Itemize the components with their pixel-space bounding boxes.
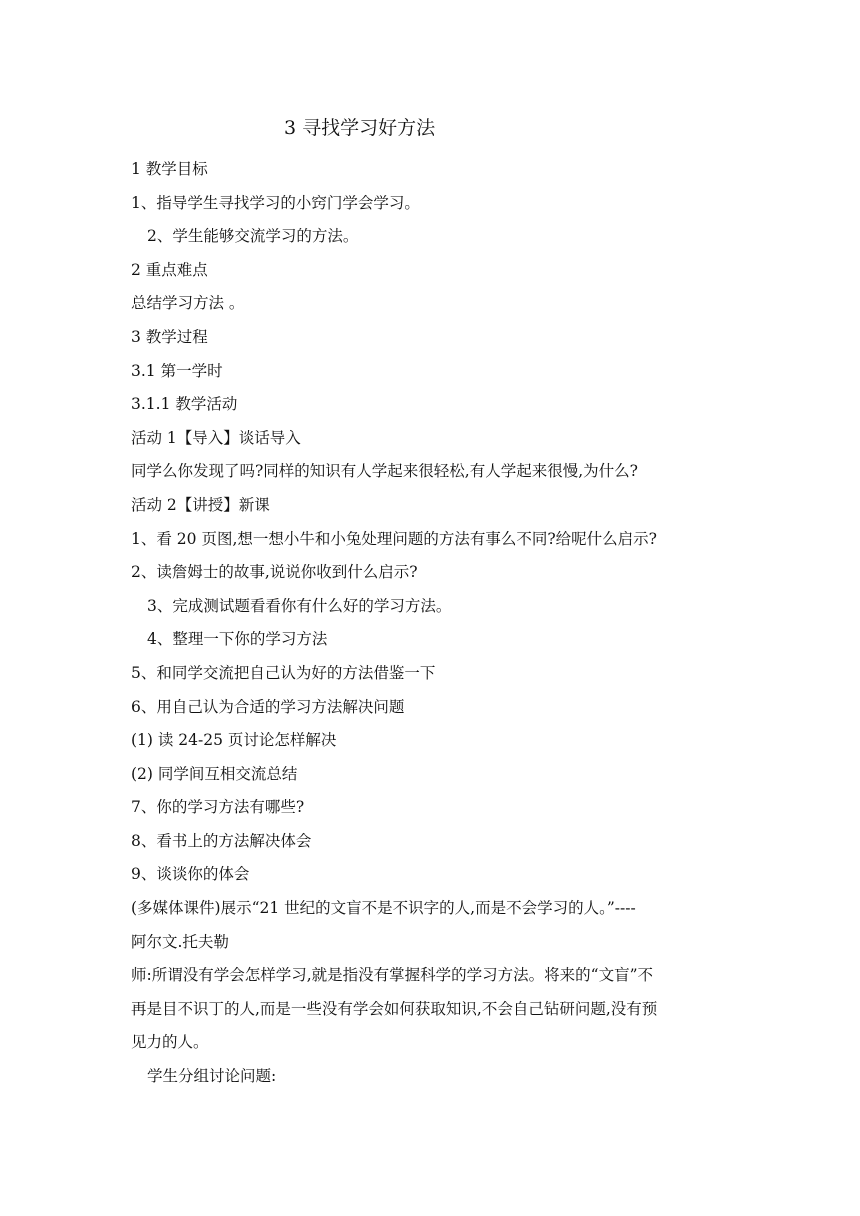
text-line: 3.1 第一学时: [131, 361, 223, 380]
text-line: 9、谈谈你的体会: [131, 865, 250, 884]
text-line: 学生分组讨论问题:: [147, 1067, 277, 1086]
text-line: 再是目不识丁的人,而是一些没有学会如何获取知识,不会自己钻研问题,没有预: [131, 999, 658, 1018]
text-line: (1) 读 24-25 页讨论怎样解决: [131, 731, 337, 750]
text-line: 3 教学过程: [131, 327, 208, 346]
document-body: [131, 153, 741, 1094]
text-line: 总结学习方法 。: [131, 294, 245, 313]
text-line: 活动 2【讲授】新课: [131, 495, 270, 514]
text-line: 5、和同学交流把自己认为好的方法借鉴一下: [131, 663, 436, 682]
text-line: (2) 同学间互相交流总结: [131, 764, 298, 783]
text-line: 3.1.1 教学活动: [131, 395, 238, 414]
text-line: 7、你的学习方法有哪些?: [131, 798, 305, 817]
text-line: 8、看书上的方法解决体会: [131, 831, 312, 850]
text-line: 同学么你发现了吗?同样的知识有人学起来很轻松,有人学起来很慢,为什么?: [131, 462, 638, 481]
text-line: 2 重点难点: [131, 260, 208, 279]
text-line: 6、用自己认为合适的学习方法解决问题: [131, 697, 405, 716]
text-line: 4、整理一下你的学习方法: [147, 630, 328, 649]
text-line: 2、读詹姆士的故事,说说你收到什么启示?: [131, 563, 418, 582]
text-line: 阿尔文.托夫勒: [131, 932, 229, 951]
text-line: 1、看 20 页图,想一想小牛和小兔处理问题的方法有事么不同?给呢什么启示?: [131, 529, 657, 548]
document-title: 3 寻找学习好方法: [284, 117, 436, 139]
text-line: 师:所谓没有学会怎样学习,就是指没有掌握科学的学习方法。将来的“文盲”不: [131, 966, 653, 985]
text-line: 1、指导学生寻找学习的小窍门学会学习。: [131, 193, 420, 212]
text-line: 见力的人。: [131, 1033, 209, 1052]
text-line: 1 教学目标: [131, 160, 208, 178]
text-line: 活动 1【导入】谈话导入: [131, 428, 301, 447]
text-line: 2、学生能够交流学习的方法。: [147, 227, 359, 246]
text-line: (多媒体课件)展示“21 世纪的文盲不是不识字的人,而是不会学习的人。”----: [131, 899, 636, 918]
text-line: 3、完成测试题看看你有什么好的学习方法。: [147, 596, 452, 615]
